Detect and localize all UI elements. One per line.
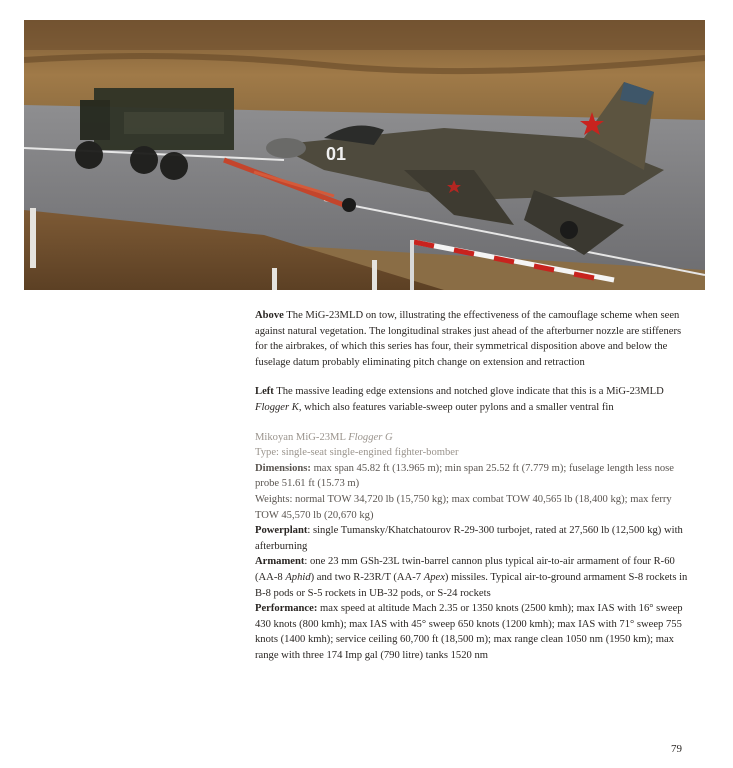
- spec-performance: [255, 601, 695, 663]
- spec-title-text: Mikoyan MiG-23ML: [255, 431, 349, 443]
- spec-armament-italic1: Aphid: [285, 571, 311, 583]
- spec-armament: [255, 554, 695, 601]
- caption-left: [255, 384, 695, 415]
- spec-dimensions: [255, 461, 695, 492]
- caption-above-label: Above: [255, 310, 284, 321]
- spec-dimensions-value: max span 45.82 ft (13.965 m); min span 25.52 ft (7.779 m); fuselage length less nose probe 51.61 ft (15.73 m): [255, 462, 674, 490]
- spec-powerplant-value: : single Tumansky/Khatchatourov R-29-300 turbojet, rated at 27,560 lb (12,500 kg) with afterburning: [255, 525, 683, 552]
- spec-panel: [255, 430, 695, 664]
- spec-powerplant-label: Powerplant: [255, 525, 308, 537]
- spec-performance-label: Performance:: [255, 603, 318, 615]
- text-block: [255, 308, 695, 663]
- spec-performance-value: max speed at altitude Mach 2.35 or 1350 knots (2500 kmh); max IAS with 16° sweep 430 knots (800 kmh); max IAS with 45° sweep 650 knots (1200 kmh); max IAS with 71° sweep 755 knots (1400 kmh); service ceiling 60,700 ft (18,500 m); max range clean 1050 nm (1950 km); max range with three 174 Imp gal (790 litre) tanks 1520 nm: [255, 603, 683, 661]
- page-number: 79: [671, 743, 682, 755]
- spec-type-label: Type:: [255, 447, 279, 459]
- photo-illustration: [24, 20, 705, 290]
- spec-title-italic: Flogger G: [348, 431, 393, 443]
- spec-title: [255, 430, 695, 446]
- caption-left-label: Left: [255, 386, 274, 398]
- caption-above: [255, 308, 695, 370]
- spec-armament-italic2: Apex: [423, 571, 445, 583]
- spec-armament-part3: ) missiles. Typical air-to-ground armament S-8 rockets in B-8 pods or S-5 rockets in UB-32 pods, or S-24 rockets: [255, 571, 688, 599]
- spec-armament-part2: ) and two R-23R/T (AA-7: [310, 571, 424, 583]
- spec-powerplant: [255, 523, 695, 554]
- spec-dimensions-label: Dimensions:: [255, 462, 311, 474]
- spec-weights: [255, 492, 695, 523]
- aircraft-number: 01: [326, 144, 347, 164]
- spec-weights-value: normal TOW 34,720 lb (15,750 kg); max combat TOW 40,565 lb (18,400 kg); max ferry TOW 45,570 lb (20,670 kg): [255, 493, 672, 521]
- caption-left-text-after: , which also features variable-sweep outer pylons and a smaller ventral fin: [298, 401, 614, 413]
- caption-left-italic: Flogger K: [255, 401, 299, 413]
- spec-armament-part1: : one 23 mm GSh-23L twin-barrel cannon plus typical air-to-air armament of four R-60 (AA-8: [255, 556, 675, 583]
- spec-armament-label: Armament: [255, 556, 305, 568]
- spec-type: [255, 445, 695, 461]
- spec-type-value: single-seat single-engined fighter-bomber: [278, 447, 459, 459]
- spec-weights-label: Weights:: [255, 493, 293, 505]
- caption-left-text-before: The massive leading edge extensions and notched glove indicate that this is a MiG-23MLD: [273, 386, 664, 398]
- photo-mig23-on-tow: [24, 20, 705, 290]
- caption-above-text: The MiG-23MLD on tow, illustrating the effectiveness of the camouflage scheme when seen against natural vegetation. The longitudinal strakes just ahead of the afterburner nozzle are stiffeners for the airbrakes, of which this series has four, their symmetrical disposition above and below the fuselage datum probably eliminating pitch change on extension and retraction: [255, 310, 682, 368]
